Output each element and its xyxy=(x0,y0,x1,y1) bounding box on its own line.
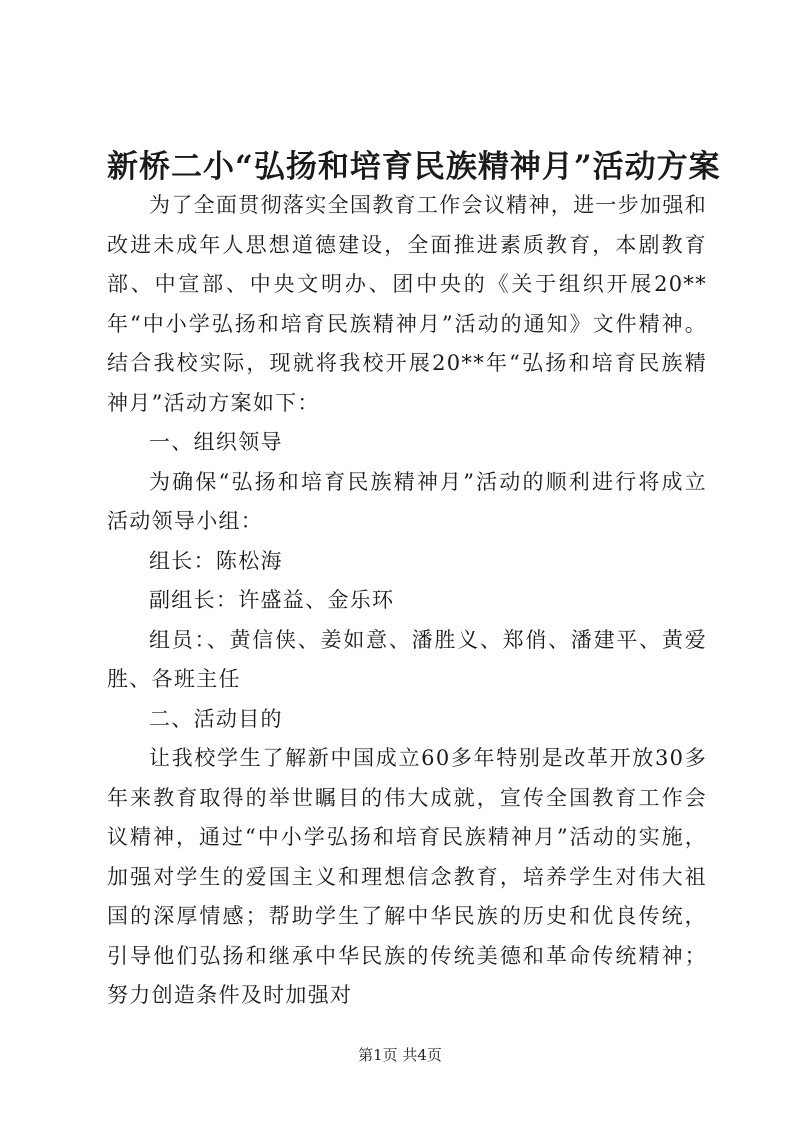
deputy-leader-line: 副组长：许盛益、金乐环 xyxy=(149,588,395,612)
purpose-paragraph: 让我校学生了解新中国成立60多年特别是改革开放30多年来教育取得的举世瞩目的伟大成就，宣传全国教育工作会议精神，通过“中小学弘扬和培育民族精神月”活动的实施，加强对学生的爱国主义和理想信念教育，培养学生对伟大祖国的深厚情感；帮助学生了解中华民族的历史和优良传统，引导他们弘扬和继承中华民族的传统美德和革命传统精神；努力创造条件及时加强对 xyxy=(107,746,707,1007)
members-line: 组员：、黄信侠、姜如意、潘胜义、郑俏、潘建平、黄爱胜、各班主任 xyxy=(107,627,707,691)
section-heading-purpose: 二、活动目的 xyxy=(149,706,283,731)
intro-paragraph: 为了全面贯彻落实全国教育工作会议精神，进一步加强和改进未成年人思想道德建设，全面推进素质教育，本剧教育部、中宣部、中央文明办、团中央的《关于组织开展20**年“中小学弘扬和培育民族精神月”活动的通知》文件精神。结合我校实际，现就将我校开展20**年“弘扬和培育民族精神月”活动方案如下： xyxy=(107,193,707,415)
document-body xyxy=(107,186,707,1016)
group-leader-line: 组长：陈松海 xyxy=(149,548,283,573)
organization-paragraph: 为确保“弘扬和培育民族精神月”活动的顺利进行将成立活动领导小组： xyxy=(107,469,707,533)
page-footer: 第1页 共4页 xyxy=(358,1046,442,1064)
document-title: 新桥二小“弘扬和培育民族精神月”活动方案 xyxy=(107,149,721,185)
section-heading-organization: 一、组织领导 xyxy=(149,430,283,454)
